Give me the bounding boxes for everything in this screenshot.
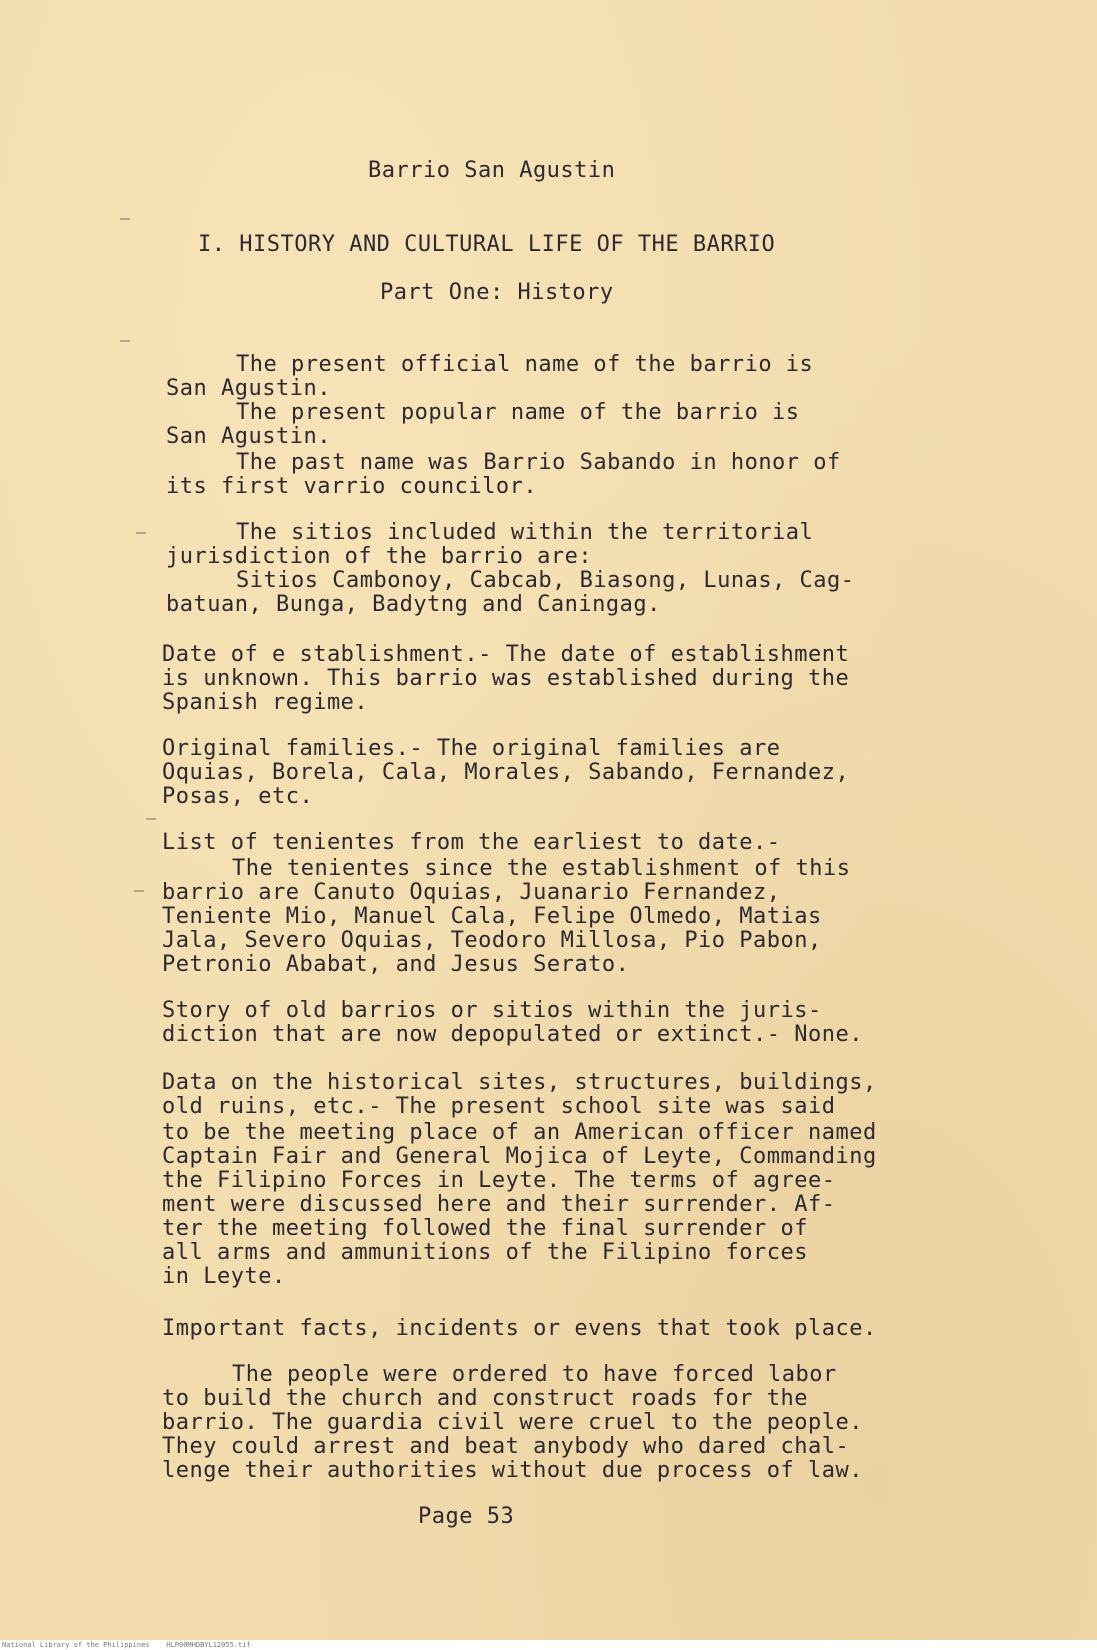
text-line: They could arrest and beat anybody who dared chal- [162, 1434, 850, 1459]
text-line: Jala, Severo Oquias, Teodoro Millosa, Pio Pabon, [162, 928, 822, 953]
text-line: its first varrio councilor. [166, 474, 538, 499]
text-line: Story of old barrios or sitios within the juris- [162, 998, 822, 1023]
margin-mark [120, 340, 130, 342]
text-line: Posas, etc. [162, 784, 314, 809]
text-line: all arms and ammunitions of the Filipino forces [162, 1240, 809, 1265]
text-line: Teniente Mio, Manuel Cala, Felipe Olmedo, Matias [162, 904, 822, 929]
text-line: List of tenientes from the earliest to date.- [162, 830, 781, 855]
text-line: ment were discussed here and their surrender. Af- [162, 1192, 836, 1217]
text-line: lenge their authorities without due process of law. [162, 1458, 864, 1483]
text-line: Important facts, incidents or evens that took place. [162, 1316, 877, 1341]
text-line: Oquias, Borela, Cala, Morales, Sabando, Fernandez, [162, 760, 850, 785]
text-line: to build the church and construct roads for the [162, 1386, 809, 1411]
text-line: The tenientes since the establishment of this [232, 856, 851, 881]
text-line: barrio are Canuto Oquias, Juanario Fernandez, [162, 880, 781, 905]
margin-mark [120, 218, 130, 220]
footer-caption: National Library of the Philippines HLP00MHDBYL12055.tif [2, 1641, 251, 1649]
text-line: San Agustin. [166, 424, 331, 449]
text-line: The past name was Barrio Sabando in honor of [236, 450, 841, 475]
footer-strip [0, 1640, 1097, 1650]
document-title: Barrio San Agustin [368, 158, 616, 183]
margin-mark [146, 818, 156, 820]
section-heading: I. HISTORY AND CULTURAL LIFE OF THE BARRIO [198, 232, 776, 257]
text-line: Spanish regime. [162, 690, 369, 715]
text-line: diction that are now depopulated or extinct.- None. [162, 1022, 864, 1047]
text-line: in Leyte. [162, 1264, 286, 1289]
text-line: The people were ordered to have forced labor [232, 1362, 837, 1387]
text-line: old ruins, etc.- The present school site was said [162, 1094, 836, 1119]
margin-mark [136, 532, 146, 534]
page-number: Page 53 [418, 1504, 515, 1529]
text-line: Captain Fair and General Mojica of Leyte, Commanding [162, 1144, 877, 1169]
text-line: Petronio Ababat, and Jesus Serato. [162, 952, 630, 977]
text-line: The present official name of the barrio is [236, 352, 814, 377]
margin-mark [134, 890, 144, 892]
text-line: Data on the historical sites, structures, buildings, [162, 1070, 877, 1095]
text-line: The present popular name of the barrio is [236, 400, 800, 425]
text-line: barrio. The guardia civil were cruel to the people. [162, 1410, 864, 1435]
text-line: Date of e stablishment.- The date of establishment [162, 642, 850, 667]
text-line: Sitios Cambonoy, Cabcab, Biasong, Lunas, Cag- [236, 568, 855, 593]
text-line: Original families.- The original families are [162, 736, 781, 761]
text-line: the Filipino Forces in Leyte. The terms of agree- [162, 1168, 836, 1193]
text-line: jurisdiction of the barrio are: [166, 544, 593, 569]
text-line: batuan, Bunga, Badytng and Caningag. [166, 592, 661, 617]
part-heading: Part One: History [380, 280, 614, 305]
text-line: ter the meeting followed the final surrender of [162, 1216, 809, 1241]
text-line: The sitios included within the territorial [236, 520, 814, 545]
text-line: is unknown. This barrio was established during the [162, 666, 850, 691]
text-line: San Agustin. [166, 376, 331, 401]
text-line: to be the meeting place of an American officer named [162, 1120, 877, 1145]
